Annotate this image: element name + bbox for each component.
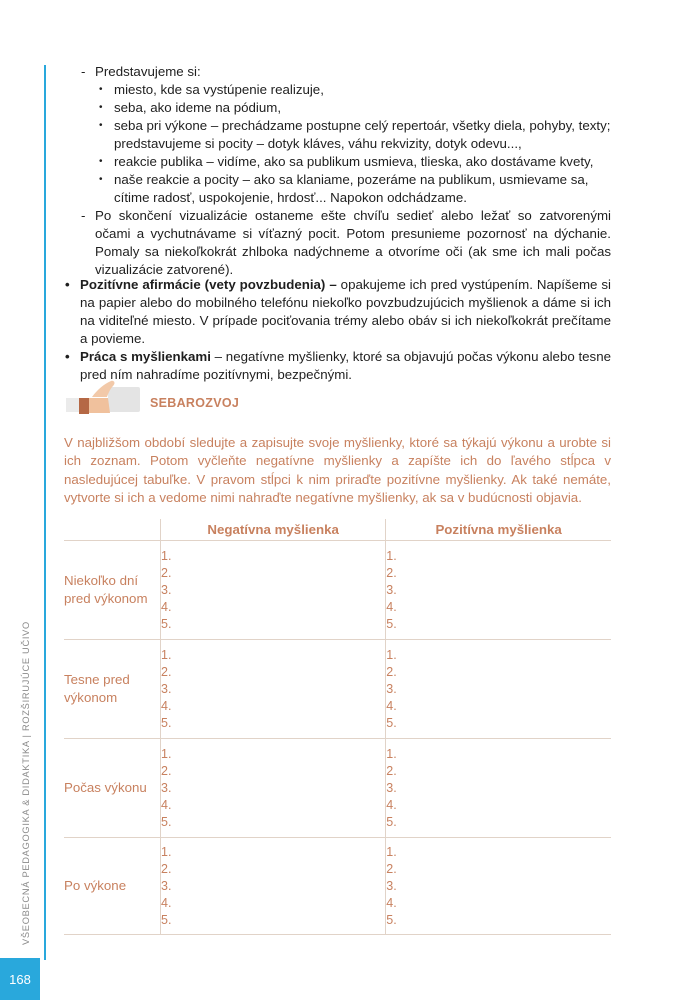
row-label: Po výkone <box>64 838 161 935</box>
positive-cell[interactable]: 1. 2. 3. 4. 5. <box>386 541 611 640</box>
header-empty-cell <box>64 519 161 541</box>
hand-card-icon <box>64 378 144 418</box>
row-label: Niekoľko dní pred výkonom <box>64 541 161 640</box>
row-label: Tesne pred výkonom <box>64 640 161 739</box>
negative-cell[interactable]: 1. 2. 3. 4. 5. <box>161 838 386 935</box>
negative-cell[interactable]: 1. 2. 3. 4. 5. <box>161 739 386 838</box>
table-header-row <box>64 519 611 541</box>
positive-cell[interactable]: 1. 2. 3. 4. 5. <box>386 739 611 838</box>
sebarozvoj-instruction: V najbližšom období sledujte a zapisujte svoje myšlienky, ktoré sa týkajú výkonu a urobte si ich zoznam. Potom vyčleňte negatívne myšlienky a zapíšte ich do ľavého stĺpca v nasledujúcej tabuľke. V pravom stĺpci k nim priraďte pozitívne myšlienky. Ak také nemáte, vytvorte si ich a vedome nimi nahraďte negatívne myšlienky, ak sa v budúcnosti objavia. <box>64 435 611 505</box>
table-row <box>64 541 611 640</box>
page-number: 168 <box>0 958 40 1000</box>
running-header-vertical: VŠEOBECNÁ PEDAGOGIKA & DIDAKTIKA | ROZŠIRUJÚCE UČIVO <box>21 621 31 945</box>
sub-item: • seba, ako ideme na pódium, <box>99 100 282 115</box>
positive-cell[interactable]: 1. 2. 3. 4. 5. <box>386 640 611 739</box>
sub-item: • seba pri výkone – prechádzame postupne celý repertoár, všetky diela, pohyby, texty; predstavujeme si pocity – dotyk kláves, váhu rekvizity, dotyk odevu..., <box>99 118 611 151</box>
table-row <box>64 838 611 935</box>
positive-cell[interactable]: 1. 2. 3. 4. 5. <box>386 838 611 935</box>
table-row <box>64 640 611 739</box>
side-accent-line <box>44 65 46 960</box>
negative-cell[interactable]: 1. 2. 3. 4. 5. <box>161 541 386 640</box>
row-label: Počas výkonu <box>64 739 161 838</box>
table-row <box>64 739 611 838</box>
sub-item: • reakcie publika – vidíme, ako sa publikum usmieva, tlieska, ako dostávame kvety, <box>99 154 594 169</box>
technique-bullets <box>64 276 611 384</box>
bullet-thoughts: • Práca s myšlienkami – negatívne myšlienky, ktoré sa objavujú počas výkonu alebo tesne pred ním nahradíme pozitívnymi, bezpečnými. <box>65 349 612 382</box>
header-negative: Negatívna myšlienka <box>161 519 386 541</box>
negative-cell[interactable]: 1. 2. 3. 4. 5. <box>161 640 386 739</box>
thoughts-worksheet-table <box>64 519 611 935</box>
bullet-affirmations: • Pozitívne afirmácie (vety povzbudenia) – opakujeme ich pred vystúpením. Napíšeme si na papier alebo do mobilného telefónu niekoľko povzbudzujúcich myšlienok a dáme si ich na viditeľné miesto. V prípade pociťovania trémy alebo obáv si ich niekoľkokrát prečítame a povieme. <box>65 277 612 346</box>
visualization-steps <box>64 63 611 279</box>
sebarozvoj-header <box>64 378 364 418</box>
sub-item: • miesto, kde sa vystúpenie realizuje, <box>99 82 324 97</box>
sub-item: • naše reakcie a pocity – ako sa klaniame, pozeráme na publikum, usmievame sa, cítime radosť, uspokojenie, hrdosť... Napokon odchádzame. <box>99 172 589 205</box>
header-positive: Pozitívna myšlienka <box>386 519 611 541</box>
dash-item: - Po skončení vizualizácie ostaneme ešte chvíľu sedieť alebo ležať so zatvorenými očami a vychutnávame si víťazný pocit. Potom presunieme pozornosť na dýchanie. Pomaly sa niekoľkokrát zhlboka nadýchneme a otvoríme oči (ak sme ich mali počas vizualizácie zatvorené). <box>81 208 611 277</box>
sebarozvoj-title: SEBAROZVOJ <box>150 396 240 410</box>
dash-item: - Predstavujeme si: <box>81 64 201 79</box>
